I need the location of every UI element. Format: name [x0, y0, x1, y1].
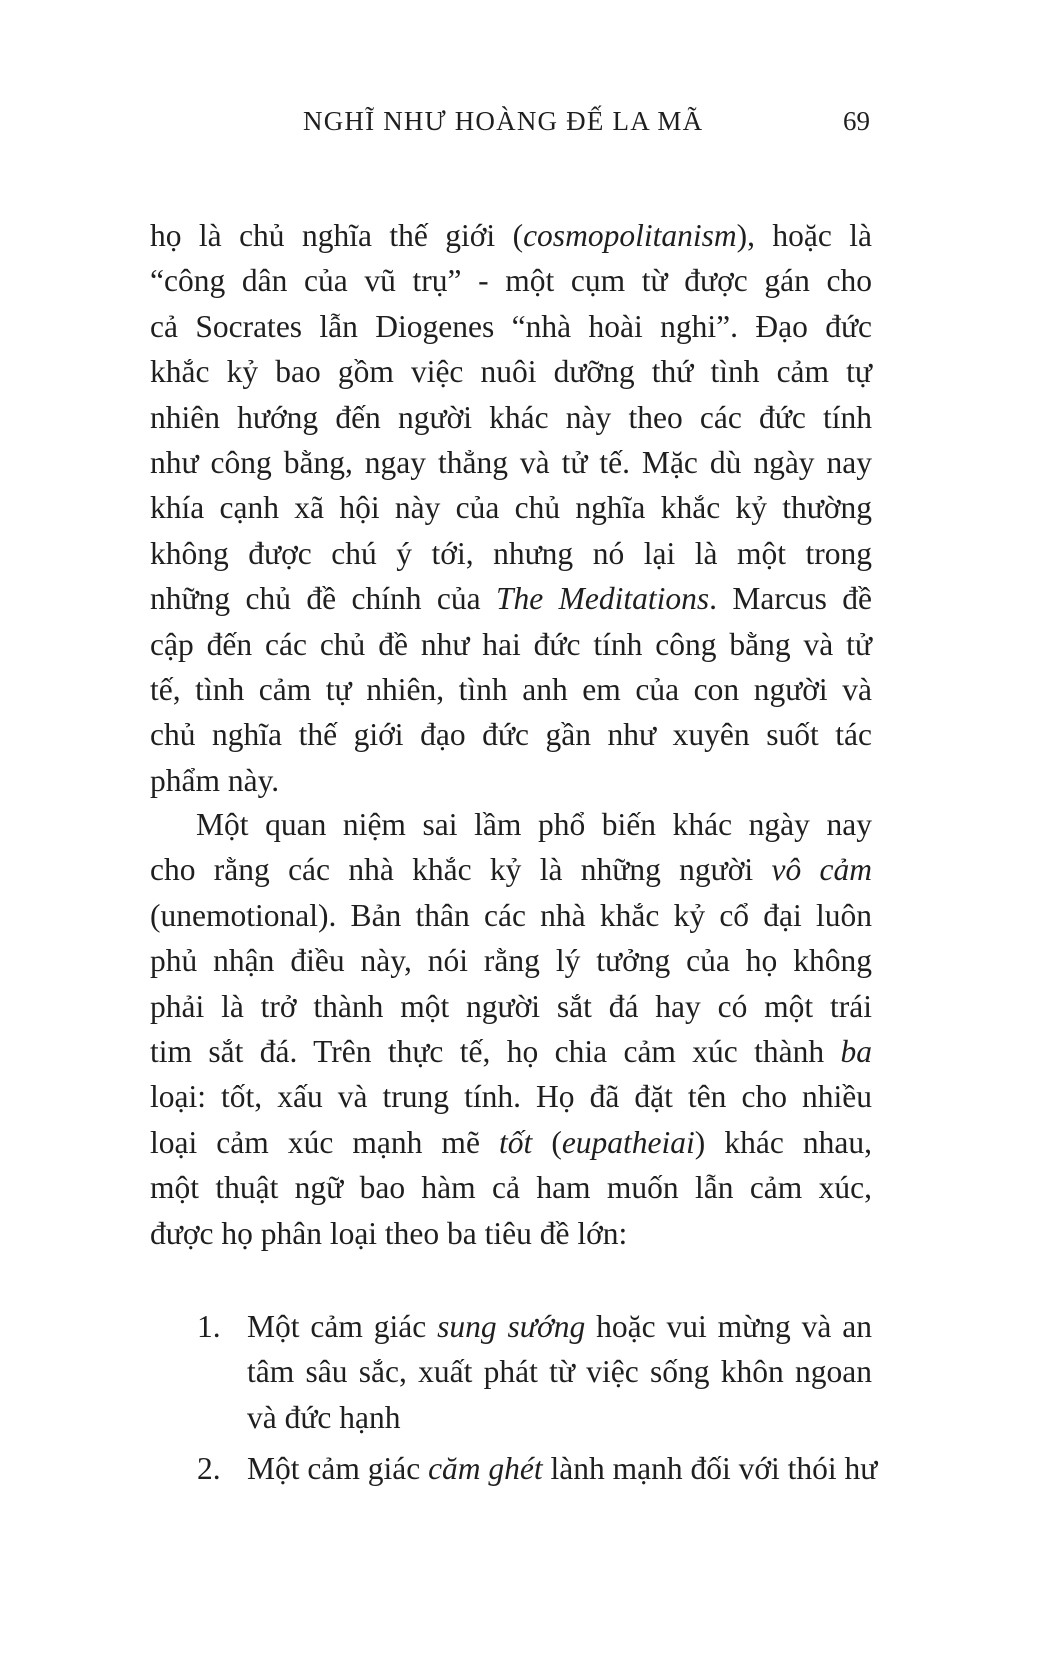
- text-line: tim sắt đá. Trên thực tế, họ chia cảm xúc thành ba: [150, 1034, 872, 1070]
- text-line: được họ phân loại theo ba tiêu đề lớn:: [150, 1215, 628, 1251]
- text-line: loại cảm xúc mạnh mẽ tốt (eupatheiai) khác nhau,: [150, 1124, 872, 1160]
- paragraph-1: [150, 213, 872, 803]
- text-line: Một cảm giác sung sướng hoặc vui mừng và an: [247, 1309, 872, 1344]
- text-line: một thuật ngữ bao hàm cả ham muốn lẫn cảm xúc,: [150, 1170, 872, 1206]
- text-line: tế, tình cảm tự nhiên, tình anh em của con người và: [150, 672, 872, 708]
- text-line: khía cạnh xã hội này của chủ nghĩa khắc kỷ thường: [150, 490, 872, 526]
- text-line: “công dân của vũ trụ” - một cụm từ được gán cho: [150, 263, 872, 299]
- text-line: họ là chủ nghĩa thế giới (cosmopolitanism), hoặc là: [150, 218, 872, 253]
- list-item-number: 1.: [197, 1309, 221, 1344]
- text-line: khắc kỷ bao gồm việc nuôi dưỡng thứ tình cảm tự: [150, 354, 872, 390]
- page-number: 69: [843, 106, 870, 136]
- running-header-title: NGHĨ NHƯ HOÀNG ĐẾ LA MÃ: [303, 106, 704, 136]
- text-line: phẩm này.: [150, 762, 280, 798]
- text-line: cho rằng các nhà khắc kỷ là những người vô cảm: [150, 852, 872, 888]
- text-line: nhiên hướng đến người khác này theo các đức tính: [150, 399, 872, 435]
- text-line: và đức hạnh: [247, 1399, 401, 1435]
- text-line: cập đến các chủ đề như hai đức tính công bằng và tử: [150, 626, 872, 662]
- text-line: phải là trở thành một người sắt đá hay có một trái: [150, 988, 872, 1024]
- list-item: [150, 1446, 878, 1491]
- text-line: phủ nhận điều này, nói rằng lý tưởng của họ không: [150, 943, 872, 979]
- paragraph-2: [150, 802, 872, 1256]
- text-line: như công bằng, ngay thẳng và tử tế. Mặc dù ngày nay: [150, 445, 872, 481]
- text-line: Một quan niệm sai lầm phổ biến khác ngày nay: [196, 807, 872, 842]
- numbered-list: [150, 1304, 878, 1498]
- text-line: Một cảm giác căm ghét lành mạnh đối với thói hư: [247, 1451, 878, 1487]
- text-line: loại: tốt, xấu và trung tính. Họ đã đặt tên cho nhiều: [150, 1079, 872, 1115]
- text-line: không được chú ý tới, nhưng nó lại là một trong: [150, 535, 872, 571]
- list-item-number: 2.: [197, 1451, 221, 1487]
- text-line: chủ nghĩa thế giới đạo đức gần như xuyên suốt tác: [150, 717, 872, 753]
- list-item: [150, 1304, 872, 1440]
- text-line: (unemotional). Bản thân các nhà khắc kỷ cổ đại luôn: [150, 897, 872, 933]
- text-line: cả Socrates lẫn Diogenes “nhà hoài nghi”. Đạo đức: [150, 308, 872, 344]
- text-line: tâm sâu sắc, xuất phát từ việc sống khôn ngoan: [247, 1354, 872, 1390]
- text-line: những chủ đề chính của The Meditations. Marcus đề: [150, 581, 872, 617]
